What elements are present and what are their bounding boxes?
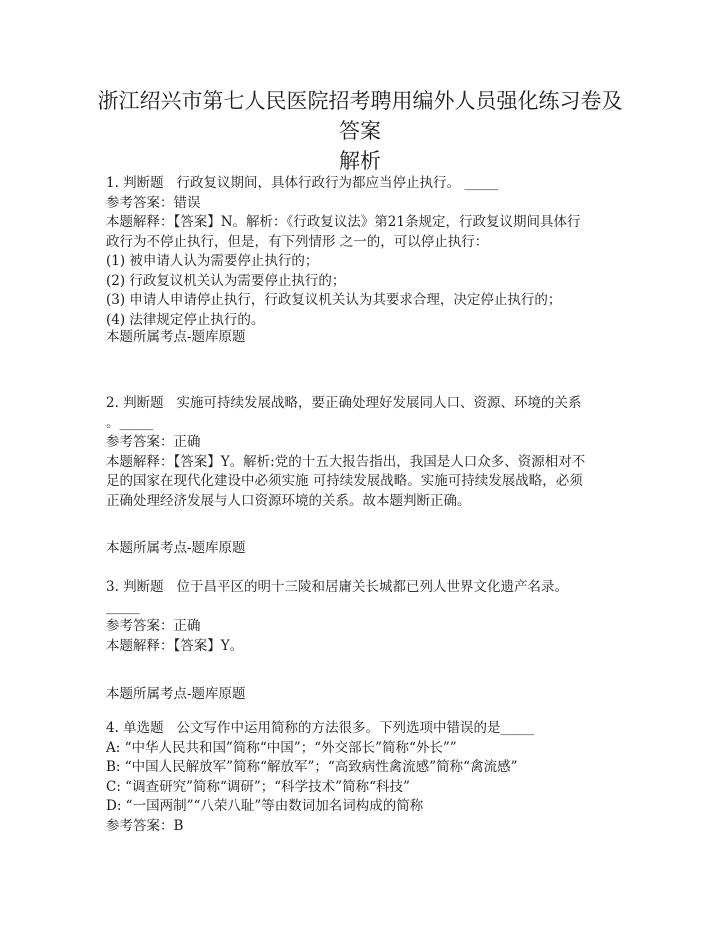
explanation-line: (3) 申请人申请停止执行，行政复议机关认为其要求合理，决定停止执行的； — [106, 292, 562, 308]
question-2 — [106, 394, 618, 511]
explanation-line: 政行为不停止执行，但是，有下列情形 之一的，可以停止执行： — [106, 233, 489, 250]
option-d: D: “一国两制”“八荣八耻”等由数词加名词构成的简称 — [106, 798, 424, 814]
option-a: A: “中华人民共和国”简称“中国”；“外交部长”简称“外长”” — [106, 739, 457, 756]
question-3-source — [106, 685, 618, 705]
option-c: C: “调查研究”简称“调研”；“科学技术”简称“科技” — [106, 778, 410, 795]
answer-line: 参考答案：正确 — [106, 434, 201, 450]
explanation-line: (1) 被申请人认为需要停止执行的； — [106, 253, 319, 269]
title-line-2: 解析 — [339, 149, 381, 173]
question-header: 3. 判断题 位于昌平区的明十三陵和居庸关长城都已列人世界文化遗产名录。 — [106, 579, 569, 595]
answer-line: 参考答案：正确 — [106, 618, 201, 634]
answer-line: 参考答案：错误 — [106, 194, 201, 211]
question-header: 1. 判断题 行政复议期间，具体行政行为都应当停止执行。 _____ — [106, 175, 499, 191]
answer-line: 参考答案：B — [106, 817, 184, 834]
explanation-line: (2) 行政复议机关认为需要停止执行的； — [106, 272, 346, 289]
explanation-line: 正确处理经济发展与人口资源环境的关系。故本题判断正确。 — [106, 492, 471, 509]
option-b: B: “中国人民解放军”简称“解放军”；“高致病性禽流感”简称“禽流感” — [106, 759, 518, 775]
question-4 — [106, 719, 618, 836]
question-header-continued: 。_____ — [106, 414, 154, 431]
question-header: 4. 单选题 公文写作中运用简称的方法很多。下列选项中错误的是_____ — [106, 720, 535, 736]
explanation-line: 足的国家在现代化建设中必须实施 可持续发展战略。实施可持续发展战略，必须 — [106, 473, 583, 489]
question-header-continued: _____ — [106, 598, 140, 615]
question-1 — [106, 174, 618, 330]
document-title — [90, 86, 630, 176]
explanation-line: 本题解释：【答案】Y。 — [106, 637, 244, 654]
source-line: 本题所属考点-题库原题 — [106, 329, 246, 345]
explanation-line: (4) 法律规定停止执行的。 — [106, 311, 265, 328]
question-header: 2. 判断题 实施可持续发展战略，要正确处理好发展同人口、资源、环境的关系 — [106, 395, 582, 411]
question-3 — [106, 578, 618, 656]
explanation-line: 本题解释：【答案】N。解析：《行政复议法》第21条规定，行政复议期间具体行 — [106, 214, 581, 230]
question-1-source — [106, 328, 618, 348]
explanation-line: 本题解释：【答案】Y。解析:党的十五大报告指出，我国是人口众多、资源相对不 — [106, 453, 586, 470]
title-line-1: 浙江绍兴市第七人民医院招考聘用编外人员强化练习卷及答案 — [97, 89, 623, 143]
question-2-source — [106, 539, 618, 559]
source-line: 本题所属考点-题库原题 — [106, 540, 246, 556]
source-line: 本题所属考点-题库原题 — [106, 686, 246, 702]
